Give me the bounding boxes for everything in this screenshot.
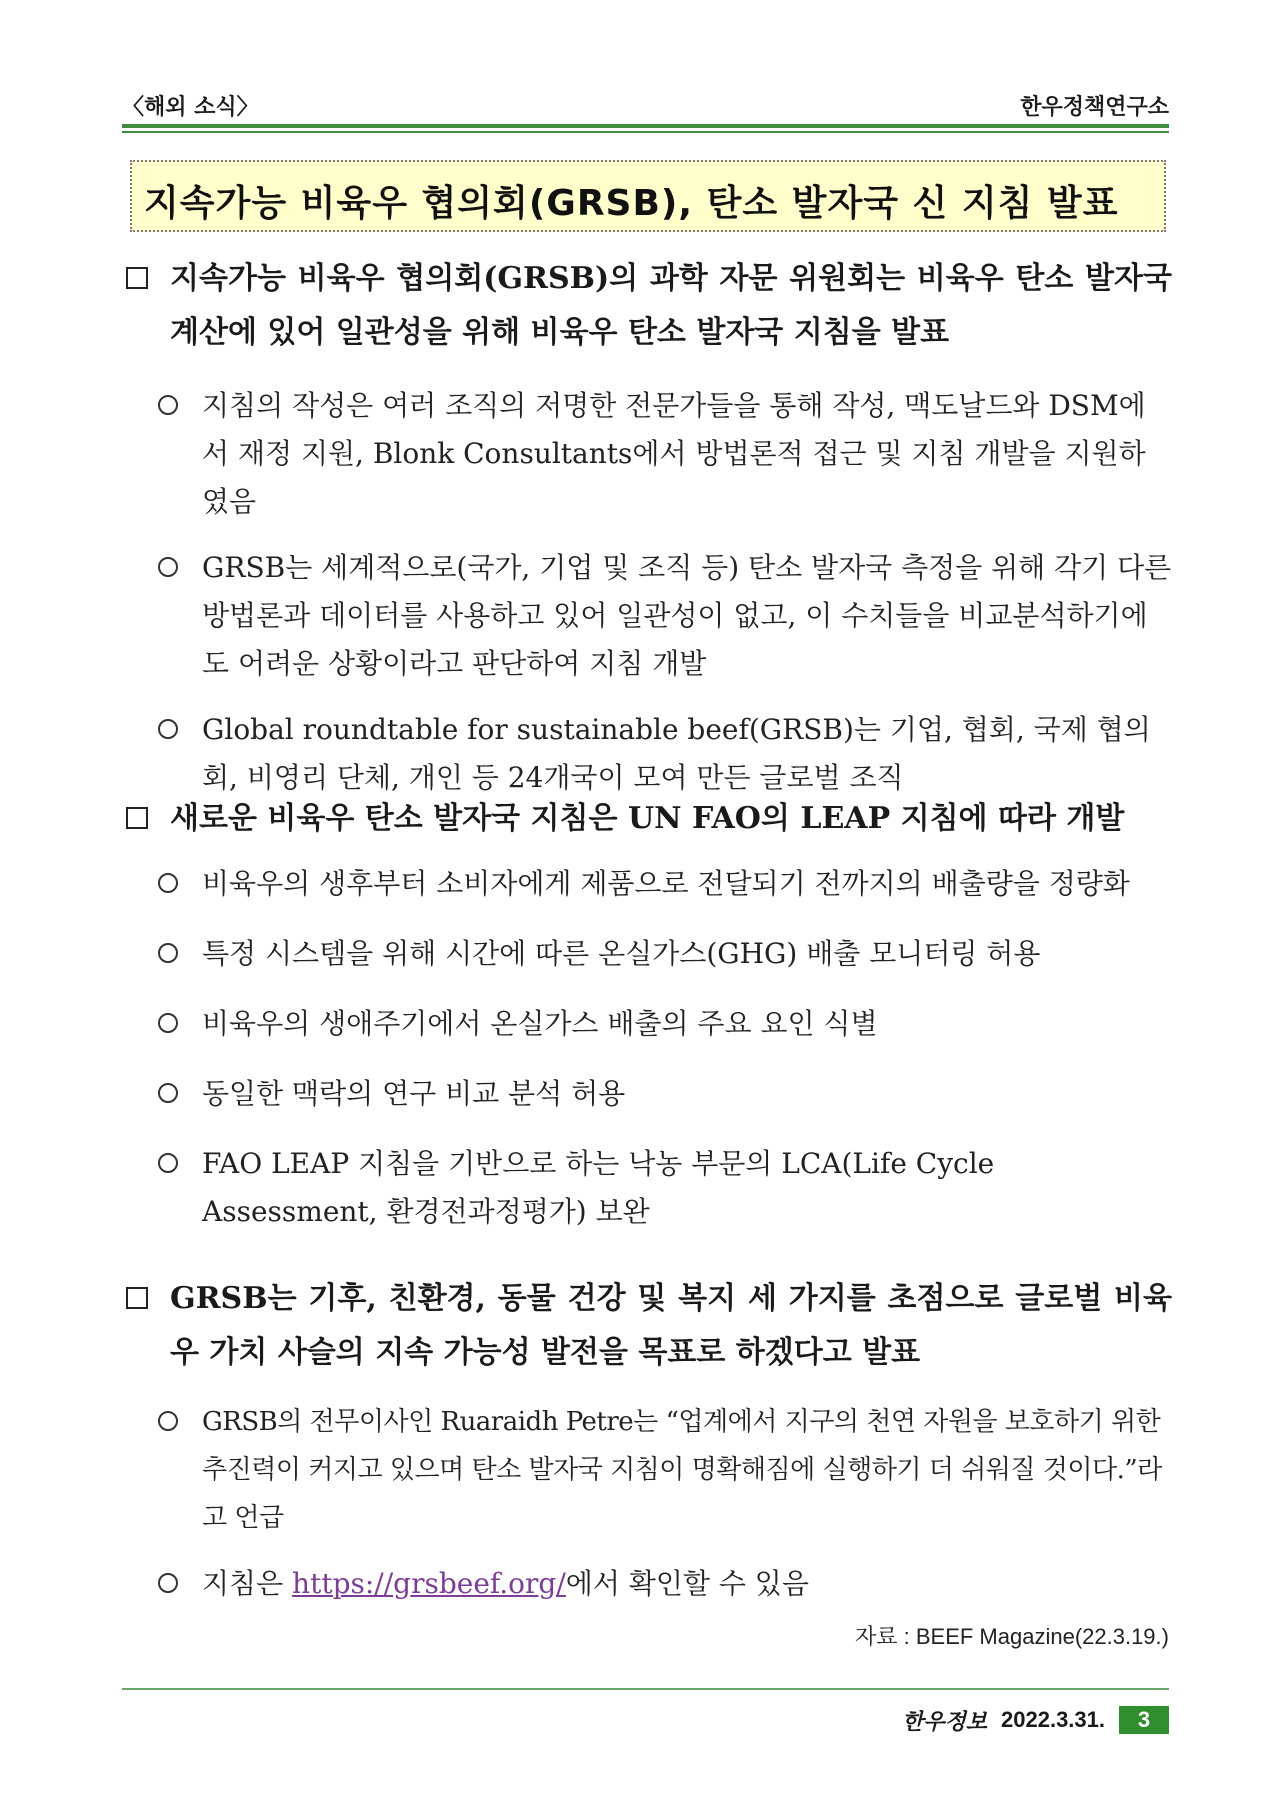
circle-bullet-icon bbox=[158, 1013, 178, 1033]
circle-bullet-icon bbox=[158, 395, 178, 415]
section-heading: GRSB는 기후, 친환경, 동물 건강 및 복지 세 가지를 초점으로 글로벌 비육우 가치 사슬의 지속 가능성 발전을 목표로 하겠다고 발표 bbox=[122, 1272, 1172, 1380]
circle-bullet-icon bbox=[158, 943, 178, 963]
page-header bbox=[122, 86, 1169, 120]
footer-publication: 한우정보 bbox=[902, 1708, 988, 1734]
list-item: 특정 시스템을 위해 시간에 따른 온실가스(GHG) 배출 모니터링 허용 bbox=[122, 930, 1172, 978]
circle-bullet-icon bbox=[158, 873, 178, 893]
list-item: 동일한 맥락의 연구 비교 분석 허용 bbox=[122, 1070, 1172, 1118]
list-item: 비육우의 생애주기에서 온실가스 배출의 주요 요인 식별 bbox=[122, 1000, 1172, 1048]
checkbox-bullet-icon bbox=[126, 267, 148, 289]
header-category: 〈해외 소식〉 bbox=[122, 95, 259, 120]
page-title: 지속가능 비육우 협의회(GRSB), 탄소 발자국 신 지침 발표 bbox=[144, 183, 1119, 224]
page-number: 3 bbox=[1119, 1706, 1169, 1734]
list-item: 비육우의 생후부터 소비자에게 제품으로 전달되기 전까지의 배출량을 정량화 bbox=[122, 860, 1172, 908]
list-item: 지침은 https://grsbeef.org/에서 확인할 수 있음 bbox=[122, 1560, 1172, 1608]
header-organization: 한우정책연구소 bbox=[1020, 95, 1169, 120]
grsb-link[interactable]: https://grsbeef.org/ bbox=[292, 1567, 566, 1600]
section-heading: 지속가능 비육우 협의회(GRSB)의 과학 자문 위원회는 비육우 탄소 발자국 계산에 있어 일관성을 위해 비육우 탄소 발자국 지침을 발표 bbox=[122, 252, 1172, 360]
circle-bullet-icon bbox=[158, 719, 178, 739]
circle-bullet-icon bbox=[158, 1083, 178, 1103]
section-heading: 새로운 비육우 탄소 발자국 지침은 UN FAO의 LEAP 지침에 따라 개발 bbox=[122, 792, 1172, 846]
footer-date: 2022.3.31. bbox=[1001, 1707, 1105, 1732]
circle-bullet-icon bbox=[158, 1153, 178, 1173]
header-rule-thick bbox=[122, 124, 1169, 128]
list-item: FAO LEAP 지침을 기반으로 하는 낙농 부문의 LCA(Life Cycle Assessment, 환경전과정평가) 보완 bbox=[122, 1140, 1172, 1236]
list-item: 지침의 작성은 여러 조직의 저명한 전문가들을 통해 작성, 맥도날드와 DSM에서 재정 지원, Blonk Consultants에서 방법론적 접근 및 지침 개발을 지원하였음 bbox=[122, 382, 1172, 526]
footer-rule bbox=[122, 1688, 1169, 1690]
section-1 bbox=[122, 252, 1172, 802]
checkbox-bullet-icon bbox=[126, 807, 148, 829]
page-footer bbox=[902, 1705, 1169, 1735]
circle-bullet-icon bbox=[158, 1573, 178, 1593]
checkbox-bullet-icon bbox=[126, 1287, 148, 1309]
list-item: Global roundtable for sustainable beef(GRSB)는 기업, 협회, 국제 협의회, 비영리 단체, 개인 등 24개국이 모여 만든 글로벌 조직 bbox=[122, 706, 1172, 802]
section-3 bbox=[122, 1272, 1172, 1608]
title-box bbox=[130, 160, 1166, 232]
circle-bullet-icon bbox=[158, 557, 178, 577]
header-rule-thin bbox=[122, 131, 1169, 133]
list-item: GRSB의 전무이사인 Ruaraidh Petre는 “업계에서 지구의 천연 자원을 보호하기 위한 추진력이 커지고 있으며 탄소 발자국 지침이 명확해짐에 실행하기 더 쉬워질 것이다.”라고 언급 bbox=[122, 1398, 1172, 1542]
list-item: GRSB는 세계적으로(국가, 기업 및 조직 등) 탄소 발자국 측정을 위해 각기 다른 방법론과 데이터를 사용하고 있어 일관성이 없고, 이 수치들을 비교분석하기에도 어려운 상황이라고 판단하여 지침 개발 bbox=[122, 544, 1172, 688]
source-citation: 자료 : BEEF Magazine(22.3.19.) bbox=[855, 1624, 1169, 1649]
section-2 bbox=[122, 792, 1172, 1236]
circle-bullet-icon bbox=[158, 1411, 178, 1431]
